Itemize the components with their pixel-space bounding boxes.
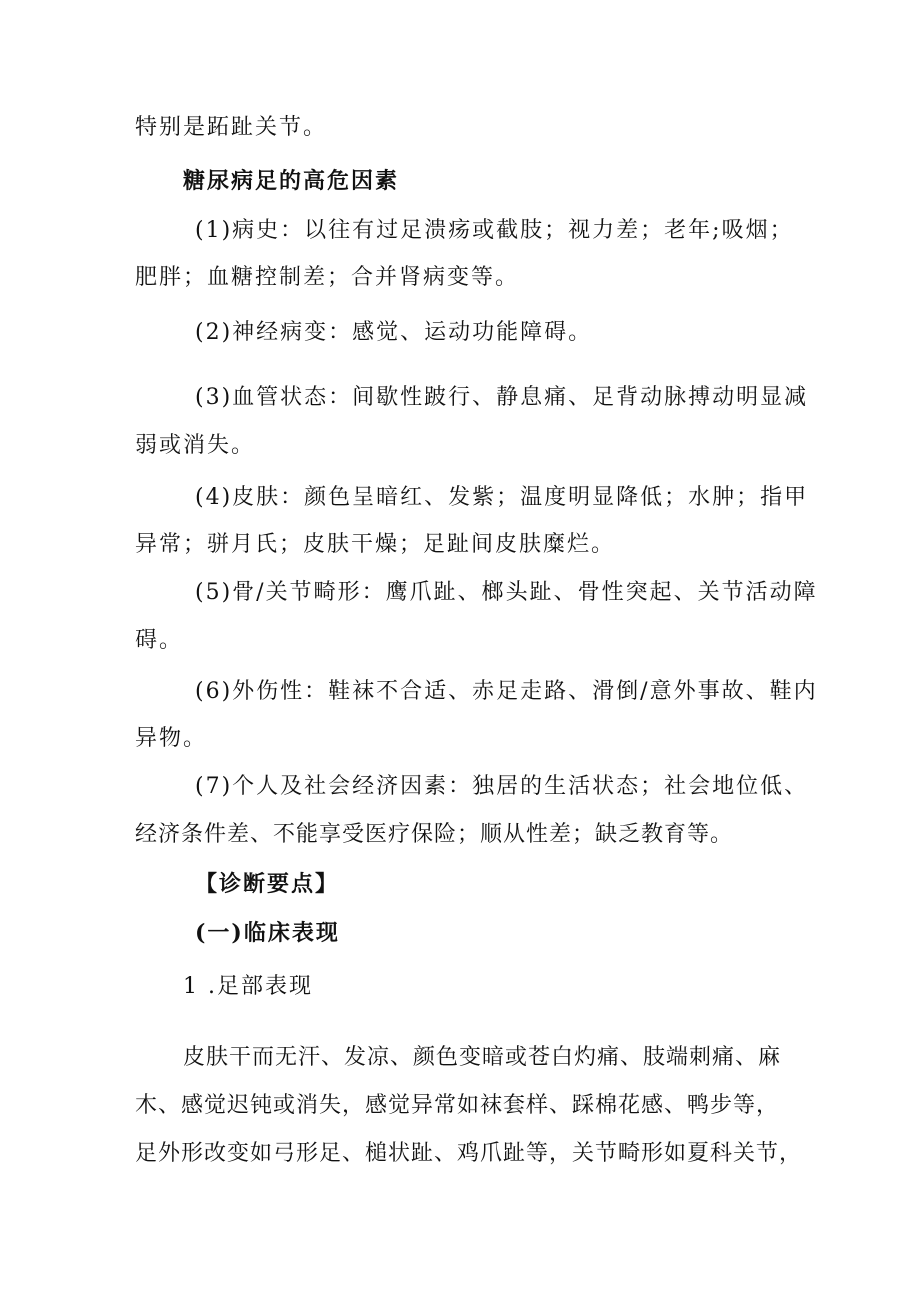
paragraph-line: (6)外伤性：鞋袜不合适、赤足走路、滑倒/意外事故、鞋内 xyxy=(195,679,818,704)
paragraph-line: 皮肤干而无汗、发凉、颜色变暗或苍白灼痛、肢端刺痛、麻 xyxy=(183,1045,782,1070)
paragraph-line: (2)神经病变：感觉、运动功能障碍。 xyxy=(195,320,593,345)
paragraph-line: 碍。 xyxy=(135,628,184,653)
paragraph-line: (7)个人及社会经济因素：独居的生活状态；社会地位低、 xyxy=(195,774,809,799)
section-heading: 【诊断要点】 xyxy=(195,871,340,897)
paragraph-line: 足外形改变如弓形足、槌状趾、鸡爪趾等，关节畸形如夏科关节， xyxy=(135,1141,803,1166)
paragraph-line: 特别是跖趾关节。 xyxy=(135,115,328,140)
list-heading: 1 .足部表现 xyxy=(183,974,313,999)
paragraph-line: 木、感觉迟钝或消失，感觉异常如袜套样、踩棉花感、鸭步等， xyxy=(135,1093,780,1118)
paragraph-line: (5)骨/关节畸形：鹰爪趾、榔头趾、骨性突起、关节活动障 xyxy=(195,580,818,605)
paragraph-line: (1)病史：以往有过足溃疡或截肢；视力差；老年;吸烟； xyxy=(195,218,794,243)
paragraph-line: 异常；骈月氏；皮肤干燥；足趾间皮肤糜烂。 xyxy=(135,532,616,557)
paragraph-line: (3)血管状态：间歇性跛行、静息痛、足背动脉搏动明显减 xyxy=(195,385,809,410)
paragraph-line: 肥胖；血糖控制差；合并肾病变等。 xyxy=(135,265,520,290)
paragraph-line: (4)皮肤：颜色呈暗红、发紫；温度明显降低；水肿；指甲 xyxy=(195,485,809,510)
paragraph-line: 异物。 xyxy=(135,726,208,751)
subsection-heading: (一)临床表现 xyxy=(195,920,340,946)
paragraph-line: 弱或消失。 xyxy=(135,433,256,458)
section-heading: 糖尿病足的高危因素 xyxy=(183,168,400,194)
paragraph-line: 经济条件差、不能享受医疗保险；顺从性差；缺乏教育等。 xyxy=(135,822,734,847)
